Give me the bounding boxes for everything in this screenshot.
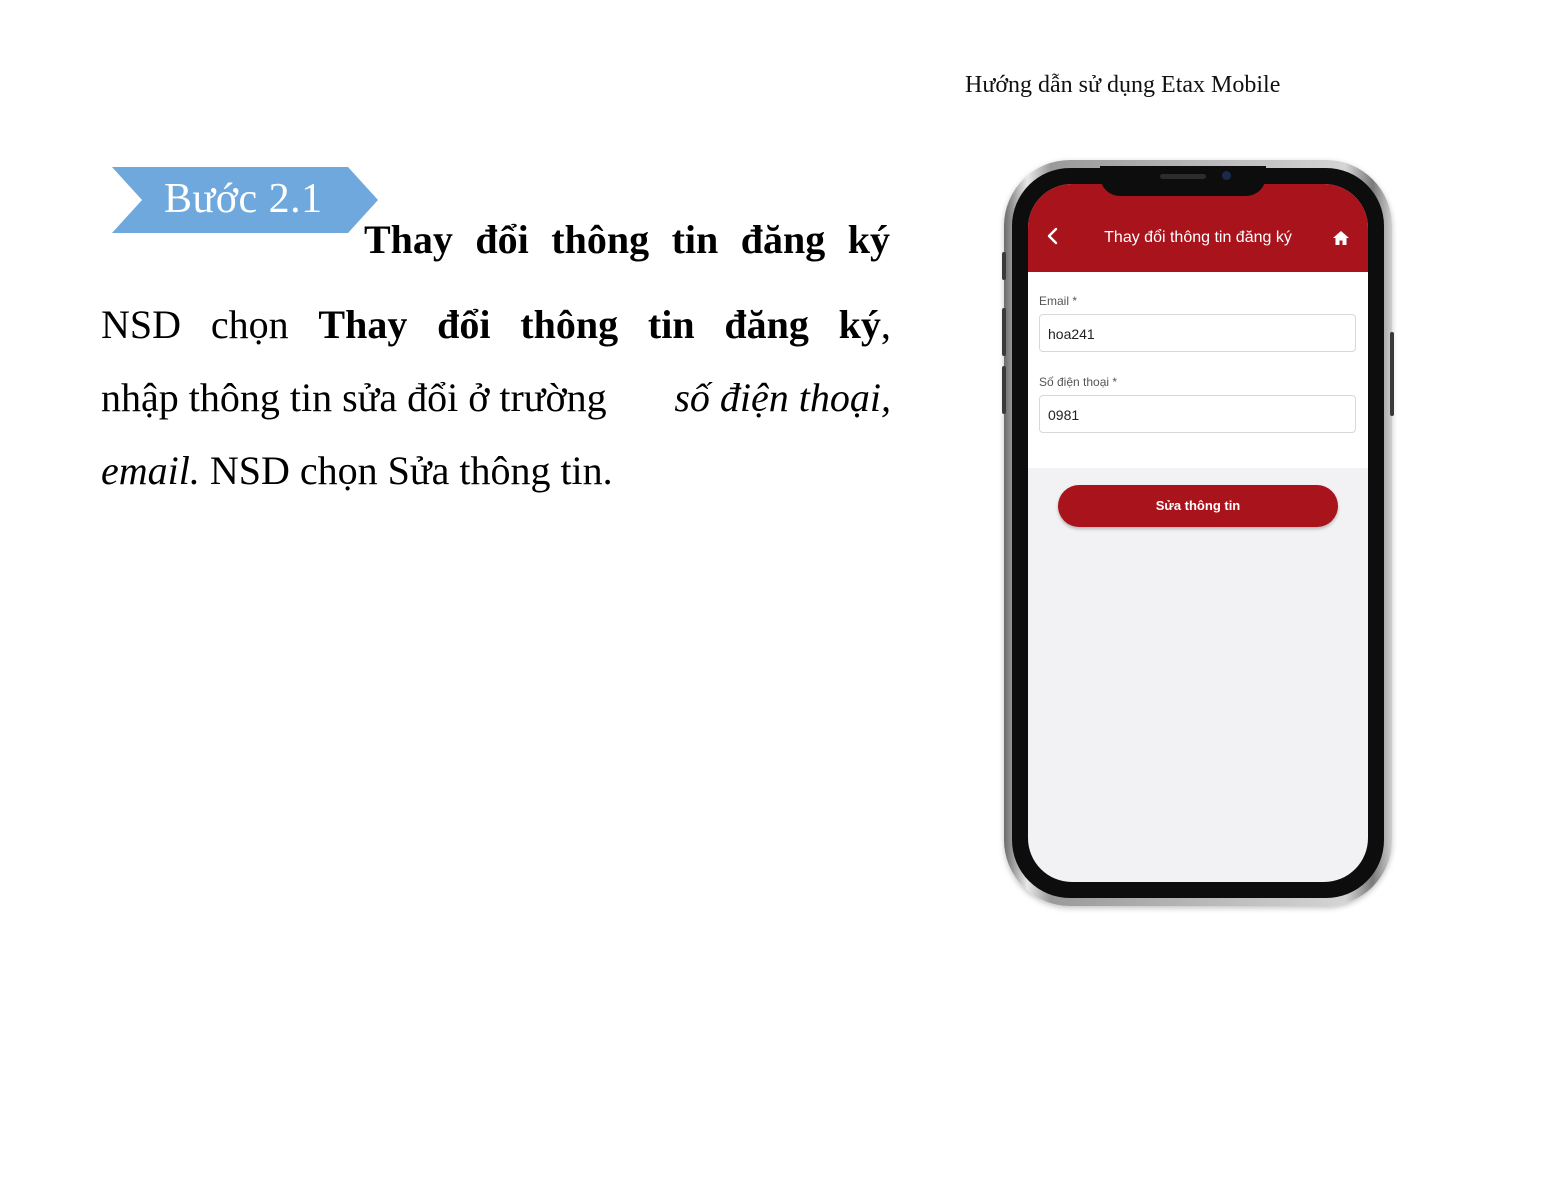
instruction-italic-text: số điện thoại, <box>674 375 891 420</box>
instruction-word: NSD <box>101 302 182 347</box>
instruction-bold-word: đăng <box>724 302 809 347</box>
app-header <box>1028 184 1368 272</box>
step-title <box>364 216 890 263</box>
instruction-bold-word: ký <box>838 302 881 347</box>
step-title-word: Thay <box>364 217 453 262</box>
page-header: Hướng dẫn sử dụng Etax Mobile <box>965 72 1281 98</box>
phone-number-field[interactable]: 0981 <box>1039 395 1356 433</box>
instructions-paragraph <box>101 288 891 507</box>
instruction-text: NSD chọn Sửa thông tin. <box>199 448 613 493</box>
phone-volume-up <box>1002 308 1006 356</box>
phone-power-button <box>1390 332 1394 416</box>
email-label: Email * <box>1039 294 1078 308</box>
instruction-bold-word: tin <box>647 302 695 347</box>
step-title-word: tin <box>671 217 719 262</box>
instruction-line-2 <box>101 361 891 434</box>
step-title-word: đăng <box>740 217 826 262</box>
step-badge <box>112 167 378 233</box>
step-badge-label: Bước 2.1 <box>164 176 323 222</box>
step-title-word: đổi <box>475 217 529 262</box>
form-card <box>1028 272 1368 468</box>
phone-screen <box>1028 184 1368 882</box>
instruction-line-3 <box>101 434 891 507</box>
chevron-left-icon[interactable] <box>1042 225 1064 247</box>
step-title-word: ký <box>847 217 890 262</box>
camera-icon <box>1222 171 1231 180</box>
instruction-bold-word: thông <box>520 302 619 347</box>
step-title-word: thông <box>551 217 650 262</box>
phone-number-label: Số điện thoại * <box>1039 375 1118 389</box>
phone-mockup <box>1004 160 1392 906</box>
app-title: Thay đổi thông tin đăng ký <box>1104 229 1292 246</box>
phone-notch <box>1100 166 1266 196</box>
instruction-line-1 <box>101 288 891 361</box>
update-info-button[interactable]: Sửa thông tin <box>1058 485 1338 527</box>
phone-silent-switch <box>1002 252 1006 280</box>
instruction-italic-text: email. <box>101 448 200 493</box>
home-icon[interactable] <box>1332 229 1350 247</box>
instruction-bold-word: Thay <box>318 302 408 347</box>
instruction-bold-word: đổi <box>437 302 491 347</box>
instruction-word: chọn <box>210 302 289 347</box>
phone-speaker <box>1160 174 1206 179</box>
instruction-punct: , <box>880 302 891 347</box>
instruction-text: nhập thông tin sửa đổi ở trường <box>101 375 607 420</box>
instruction-bold-end <box>839 288 891 361</box>
email-field[interactable]: hoa241 <box>1039 314 1356 352</box>
phone-volume-down <box>1002 366 1006 414</box>
